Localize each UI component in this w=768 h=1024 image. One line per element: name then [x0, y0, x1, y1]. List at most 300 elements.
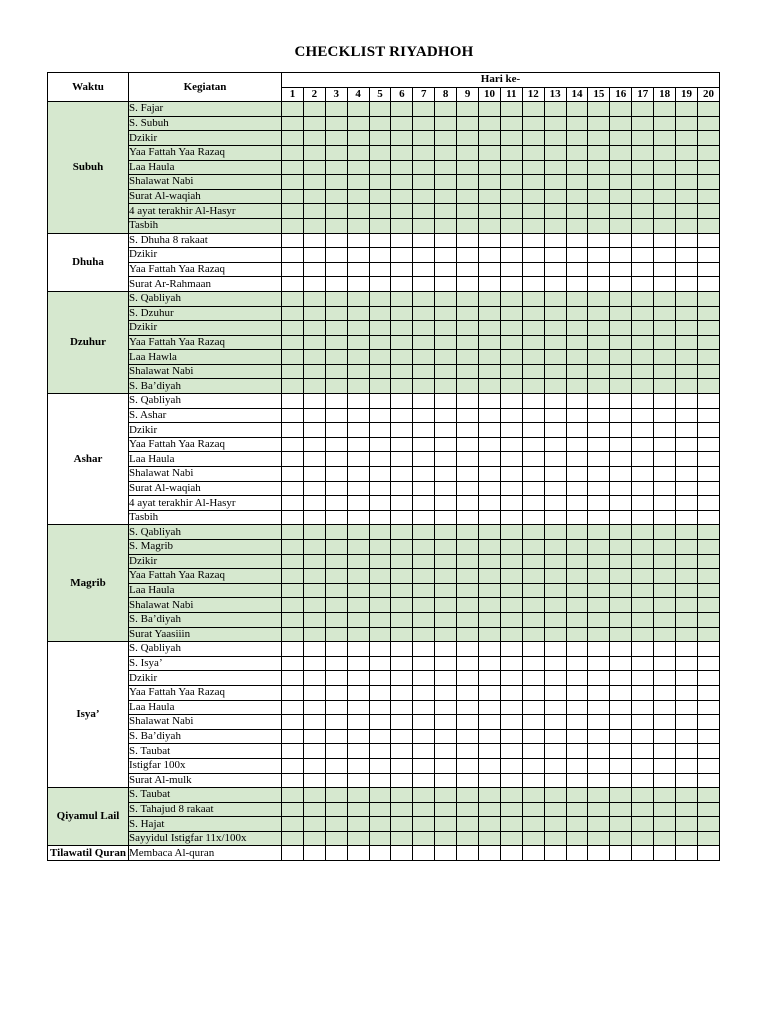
check-cell[interactable] — [697, 656, 719, 671]
check-cell[interactable] — [282, 656, 304, 671]
check-cell[interactable] — [610, 335, 632, 350]
check-cell[interactable] — [479, 364, 501, 379]
check-cell[interactable] — [654, 612, 676, 627]
check-cell[interactable] — [522, 671, 544, 686]
check-cell[interactable] — [457, 656, 479, 671]
check-cell[interactable] — [544, 554, 566, 569]
check-cell[interactable] — [632, 116, 654, 131]
check-cell[interactable] — [632, 510, 654, 525]
check-cell[interactable] — [457, 306, 479, 321]
check-cell[interactable] — [413, 160, 435, 175]
check-cell[interactable] — [347, 831, 369, 846]
check-cell[interactable] — [610, 627, 632, 642]
check-cell[interactable] — [544, 350, 566, 365]
check-cell[interactable] — [435, 467, 457, 482]
check-cell[interactable] — [588, 131, 610, 146]
check-cell[interactable] — [632, 685, 654, 700]
check-cell[interactable] — [566, 102, 588, 117]
check-cell[interactable] — [303, 773, 325, 788]
check-cell[interactable] — [369, 116, 391, 131]
check-cell[interactable] — [588, 685, 610, 700]
check-cell[interactable] — [500, 306, 522, 321]
check-cell[interactable] — [676, 481, 698, 496]
check-cell[interactable] — [588, 831, 610, 846]
check-cell[interactable] — [676, 598, 698, 613]
check-cell[interactable] — [369, 233, 391, 248]
check-cell[interactable] — [588, 277, 610, 292]
check-cell[interactable] — [500, 656, 522, 671]
check-cell[interactable] — [282, 846, 304, 861]
check-cell[interactable] — [303, 481, 325, 496]
check-cell[interactable] — [369, 306, 391, 321]
check-cell[interactable] — [413, 569, 435, 584]
check-cell[interactable] — [500, 116, 522, 131]
check-cell[interactable] — [654, 846, 676, 861]
check-cell[interactable] — [303, 423, 325, 438]
check-cell[interactable] — [588, 729, 610, 744]
check-cell[interactable] — [435, 481, 457, 496]
check-cell[interactable] — [676, 525, 698, 540]
check-cell[interactable] — [303, 175, 325, 190]
check-cell[interactable] — [303, 700, 325, 715]
check-cell[interactable] — [522, 379, 544, 394]
check-cell[interactable] — [522, 423, 544, 438]
check-cell[interactable] — [413, 817, 435, 832]
check-cell[interactable] — [303, 189, 325, 204]
check-cell[interactable] — [369, 642, 391, 657]
check-cell[interactable] — [566, 248, 588, 263]
check-cell[interactable] — [676, 145, 698, 160]
check-cell[interactable] — [347, 306, 369, 321]
check-cell[interactable] — [413, 583, 435, 598]
check-cell[interactable] — [479, 102, 501, 117]
check-cell[interactable] — [457, 481, 479, 496]
check-cell[interactable] — [676, 802, 698, 817]
check-cell[interactable] — [522, 306, 544, 321]
check-cell[interactable] — [522, 321, 544, 336]
check-cell[interactable] — [654, 175, 676, 190]
check-cell[interactable] — [435, 583, 457, 598]
check-cell[interactable] — [479, 262, 501, 277]
check-cell[interactable] — [457, 335, 479, 350]
check-cell[interactable] — [479, 233, 501, 248]
check-cell[interactable] — [500, 131, 522, 146]
check-cell[interactable] — [566, 656, 588, 671]
check-cell[interactable] — [500, 846, 522, 861]
check-cell[interactable] — [676, 700, 698, 715]
check-cell[interactable] — [610, 656, 632, 671]
check-cell[interactable] — [391, 408, 413, 423]
check-cell[interactable] — [303, 204, 325, 219]
check-cell[interactable] — [369, 394, 391, 409]
check-cell[interactable] — [303, 612, 325, 627]
check-cell[interactable] — [544, 233, 566, 248]
check-cell[interactable] — [479, 583, 501, 598]
check-cell[interactable] — [588, 481, 610, 496]
check-cell[interactable] — [566, 145, 588, 160]
check-cell[interactable] — [610, 554, 632, 569]
check-cell[interactable] — [413, 291, 435, 306]
check-cell[interactable] — [325, 306, 347, 321]
check-cell[interactable] — [588, 423, 610, 438]
check-cell[interactable] — [282, 467, 304, 482]
check-cell[interactable] — [282, 116, 304, 131]
check-cell[interactable] — [303, 116, 325, 131]
check-cell[interactable] — [435, 773, 457, 788]
check-cell[interactable] — [544, 817, 566, 832]
check-cell[interactable] — [588, 715, 610, 730]
check-cell[interactable] — [457, 291, 479, 306]
check-cell[interactable] — [391, 204, 413, 219]
check-cell[interactable] — [676, 715, 698, 730]
check-cell[interactable] — [588, 525, 610, 540]
check-cell[interactable] — [391, 802, 413, 817]
check-cell[interactable] — [282, 262, 304, 277]
check-cell[interactable] — [697, 788, 719, 803]
check-cell[interactable] — [697, 189, 719, 204]
check-cell[interactable] — [413, 452, 435, 467]
check-cell[interactable] — [413, 729, 435, 744]
check-cell[interactable] — [676, 467, 698, 482]
check-cell[interactable] — [676, 554, 698, 569]
check-cell[interactable] — [435, 233, 457, 248]
check-cell[interactable] — [391, 525, 413, 540]
check-cell[interactable] — [282, 131, 304, 146]
check-cell[interactable] — [347, 583, 369, 598]
check-cell[interactable] — [391, 540, 413, 555]
check-cell[interactable] — [303, 788, 325, 803]
check-cell[interactable] — [676, 817, 698, 832]
check-cell[interactable] — [479, 627, 501, 642]
check-cell[interactable] — [303, 145, 325, 160]
check-cell[interactable] — [610, 788, 632, 803]
check-cell[interactable] — [413, 700, 435, 715]
check-cell[interactable] — [479, 685, 501, 700]
check-cell[interactable] — [588, 846, 610, 861]
check-cell[interactable] — [500, 685, 522, 700]
check-cell[interactable] — [457, 175, 479, 190]
check-cell[interactable] — [435, 189, 457, 204]
check-cell[interactable] — [413, 496, 435, 511]
check-cell[interactable] — [566, 846, 588, 861]
check-cell[interactable] — [325, 656, 347, 671]
check-cell[interactable] — [588, 291, 610, 306]
check-cell[interactable] — [544, 160, 566, 175]
check-cell[interactable] — [479, 131, 501, 146]
check-cell[interactable] — [522, 481, 544, 496]
check-cell[interactable] — [544, 656, 566, 671]
check-cell[interactable] — [303, 233, 325, 248]
check-cell[interactable] — [282, 321, 304, 336]
check-cell[interactable] — [676, 729, 698, 744]
check-cell[interactable] — [325, 817, 347, 832]
check-cell[interactable] — [522, 467, 544, 482]
check-cell[interactable] — [479, 788, 501, 803]
check-cell[interactable] — [566, 788, 588, 803]
check-cell[interactable] — [457, 598, 479, 613]
check-cell[interactable] — [457, 788, 479, 803]
check-cell[interactable] — [632, 583, 654, 598]
check-cell[interactable] — [522, 598, 544, 613]
check-cell[interactable] — [522, 758, 544, 773]
check-cell[interactable] — [369, 102, 391, 117]
check-cell[interactable] — [522, 364, 544, 379]
check-cell[interactable] — [282, 145, 304, 160]
check-cell[interactable] — [391, 846, 413, 861]
check-cell[interactable] — [544, 131, 566, 146]
check-cell[interactable] — [369, 364, 391, 379]
check-cell[interactable] — [457, 145, 479, 160]
check-cell[interactable] — [413, 277, 435, 292]
check-cell[interactable] — [676, 218, 698, 233]
check-cell[interactable] — [303, 437, 325, 452]
check-cell[interactable] — [369, 379, 391, 394]
check-cell[interactable] — [522, 175, 544, 190]
check-cell[interactable] — [522, 248, 544, 263]
check-cell[interactable] — [588, 116, 610, 131]
check-cell[interactable] — [391, 350, 413, 365]
check-cell[interactable] — [500, 423, 522, 438]
check-cell[interactable] — [479, 540, 501, 555]
check-cell[interactable] — [697, 773, 719, 788]
check-cell[interactable] — [654, 116, 676, 131]
check-cell[interactable] — [457, 554, 479, 569]
check-cell[interactable] — [303, 802, 325, 817]
check-cell[interactable] — [544, 379, 566, 394]
check-cell[interactable] — [282, 729, 304, 744]
check-cell[interactable] — [369, 321, 391, 336]
check-cell[interactable] — [457, 525, 479, 540]
check-cell[interactable] — [391, 583, 413, 598]
check-cell[interactable] — [391, 467, 413, 482]
check-cell[interactable] — [632, 394, 654, 409]
check-cell[interactable] — [522, 145, 544, 160]
check-cell[interactable] — [676, 160, 698, 175]
check-cell[interactable] — [479, 437, 501, 452]
check-cell[interactable] — [391, 262, 413, 277]
check-cell[interactable] — [544, 102, 566, 117]
check-cell[interactable] — [282, 817, 304, 832]
check-cell[interactable] — [282, 612, 304, 627]
check-cell[interactable] — [610, 700, 632, 715]
check-cell[interactable] — [479, 423, 501, 438]
check-cell[interactable] — [654, 831, 676, 846]
check-cell[interactable] — [303, 846, 325, 861]
check-cell[interactable] — [500, 204, 522, 219]
check-cell[interactable] — [347, 321, 369, 336]
check-cell[interactable] — [654, 423, 676, 438]
check-cell[interactable] — [369, 802, 391, 817]
check-cell[interactable] — [610, 423, 632, 438]
check-cell[interactable] — [588, 335, 610, 350]
check-cell[interactable] — [610, 802, 632, 817]
check-cell[interactable] — [610, 350, 632, 365]
check-cell[interactable] — [697, 306, 719, 321]
check-cell[interactable] — [697, 102, 719, 117]
check-cell[interactable] — [676, 350, 698, 365]
check-cell[interactable] — [632, 408, 654, 423]
check-cell[interactable] — [369, 525, 391, 540]
check-cell[interactable] — [522, 350, 544, 365]
check-cell[interactable] — [588, 233, 610, 248]
check-cell[interactable] — [500, 744, 522, 759]
check-cell[interactable] — [676, 569, 698, 584]
check-cell[interactable] — [632, 598, 654, 613]
check-cell[interactable] — [500, 481, 522, 496]
check-cell[interactable] — [325, 802, 347, 817]
check-cell[interactable] — [325, 437, 347, 452]
check-cell[interactable] — [566, 627, 588, 642]
check-cell[interactable] — [544, 831, 566, 846]
check-cell[interactable] — [325, 145, 347, 160]
check-cell[interactable] — [303, 364, 325, 379]
check-cell[interactable] — [654, 204, 676, 219]
check-cell[interactable] — [435, 817, 457, 832]
check-cell[interactable] — [566, 437, 588, 452]
check-cell[interactable] — [500, 394, 522, 409]
check-cell[interactable] — [676, 262, 698, 277]
check-cell[interactable] — [347, 627, 369, 642]
check-cell[interactable] — [391, 335, 413, 350]
check-cell[interactable] — [676, 364, 698, 379]
check-cell[interactable] — [457, 802, 479, 817]
check-cell[interactable] — [610, 715, 632, 730]
check-cell[interactable] — [435, 758, 457, 773]
check-cell[interactable] — [391, 423, 413, 438]
check-cell[interactable] — [479, 773, 501, 788]
check-cell[interactable] — [544, 846, 566, 861]
check-cell[interactable] — [347, 262, 369, 277]
check-cell[interactable] — [632, 802, 654, 817]
check-cell[interactable] — [303, 350, 325, 365]
check-cell[interactable] — [282, 306, 304, 321]
check-cell[interactable] — [457, 627, 479, 642]
check-cell[interactable] — [347, 437, 369, 452]
check-cell[interactable] — [676, 335, 698, 350]
check-cell[interactable] — [325, 510, 347, 525]
check-cell[interactable] — [282, 773, 304, 788]
check-cell[interactable] — [457, 510, 479, 525]
check-cell[interactable] — [697, 248, 719, 263]
check-cell[interactable] — [457, 321, 479, 336]
check-cell[interactable] — [522, 131, 544, 146]
check-cell[interactable] — [282, 394, 304, 409]
check-cell[interactable] — [325, 204, 347, 219]
check-cell[interactable] — [282, 540, 304, 555]
check-cell[interactable] — [347, 744, 369, 759]
check-cell[interactable] — [457, 277, 479, 292]
check-cell[interactable] — [566, 525, 588, 540]
check-cell[interactable] — [522, 729, 544, 744]
check-cell[interactable] — [435, 277, 457, 292]
check-cell[interactable] — [632, 846, 654, 861]
check-cell[interactable] — [303, 510, 325, 525]
check-cell[interactable] — [654, 145, 676, 160]
check-cell[interactable] — [369, 744, 391, 759]
check-cell[interactable] — [413, 364, 435, 379]
check-cell[interactable] — [479, 116, 501, 131]
check-cell[interactable] — [544, 394, 566, 409]
check-cell[interactable] — [457, 160, 479, 175]
check-cell[interactable] — [544, 145, 566, 160]
check-cell[interactable] — [282, 277, 304, 292]
check-cell[interactable] — [654, 248, 676, 263]
check-cell[interactable] — [522, 335, 544, 350]
check-cell[interactable] — [282, 481, 304, 496]
check-cell[interactable] — [457, 204, 479, 219]
check-cell[interactable] — [303, 744, 325, 759]
check-cell[interactable] — [566, 700, 588, 715]
check-cell[interactable] — [544, 204, 566, 219]
check-cell[interactable] — [676, 788, 698, 803]
check-cell[interactable] — [303, 291, 325, 306]
check-cell[interactable] — [632, 758, 654, 773]
check-cell[interactable] — [610, 408, 632, 423]
check-cell[interactable] — [369, 467, 391, 482]
check-cell[interactable] — [676, 175, 698, 190]
check-cell[interactable] — [610, 758, 632, 773]
check-cell[interactable] — [697, 423, 719, 438]
check-cell[interactable] — [479, 277, 501, 292]
check-cell[interactable] — [697, 685, 719, 700]
check-cell[interactable] — [654, 773, 676, 788]
check-cell[interactable] — [500, 350, 522, 365]
check-cell[interactable] — [544, 729, 566, 744]
check-cell[interactable] — [522, 437, 544, 452]
check-cell[interactable] — [435, 510, 457, 525]
check-cell[interactable] — [325, 262, 347, 277]
check-cell[interactable] — [413, 671, 435, 686]
check-cell[interactable] — [654, 817, 676, 832]
check-cell[interactable] — [479, 145, 501, 160]
check-cell[interactable] — [610, 160, 632, 175]
check-cell[interactable] — [282, 496, 304, 511]
check-cell[interactable] — [522, 233, 544, 248]
check-cell[interactable] — [282, 335, 304, 350]
check-cell[interactable] — [522, 846, 544, 861]
check-cell[interactable] — [522, 189, 544, 204]
check-cell[interactable] — [479, 291, 501, 306]
check-cell[interactable] — [391, 145, 413, 160]
check-cell[interactable] — [391, 233, 413, 248]
check-cell[interactable] — [435, 350, 457, 365]
check-cell[interactable] — [413, 379, 435, 394]
check-cell[interactable] — [303, 540, 325, 555]
check-cell[interactable] — [610, 262, 632, 277]
check-cell[interactable] — [347, 773, 369, 788]
check-cell[interactable] — [303, 131, 325, 146]
check-cell[interactable] — [676, 496, 698, 511]
check-cell[interactable] — [522, 540, 544, 555]
check-cell[interactable] — [588, 627, 610, 642]
check-cell[interactable] — [325, 729, 347, 744]
check-cell[interactable] — [347, 116, 369, 131]
check-cell[interactable] — [435, 569, 457, 584]
check-cell[interactable] — [544, 642, 566, 657]
check-cell[interactable] — [697, 627, 719, 642]
check-cell[interactable] — [479, 715, 501, 730]
check-cell[interactable] — [413, 218, 435, 233]
check-cell[interactable] — [369, 554, 391, 569]
check-cell[interactable] — [303, 452, 325, 467]
check-cell[interactable] — [676, 306, 698, 321]
check-cell[interactable] — [697, 350, 719, 365]
check-cell[interactable] — [325, 685, 347, 700]
check-cell[interactable] — [413, 248, 435, 263]
check-cell[interactable] — [413, 525, 435, 540]
check-cell[interactable] — [369, 510, 391, 525]
check-cell[interactable] — [369, 496, 391, 511]
